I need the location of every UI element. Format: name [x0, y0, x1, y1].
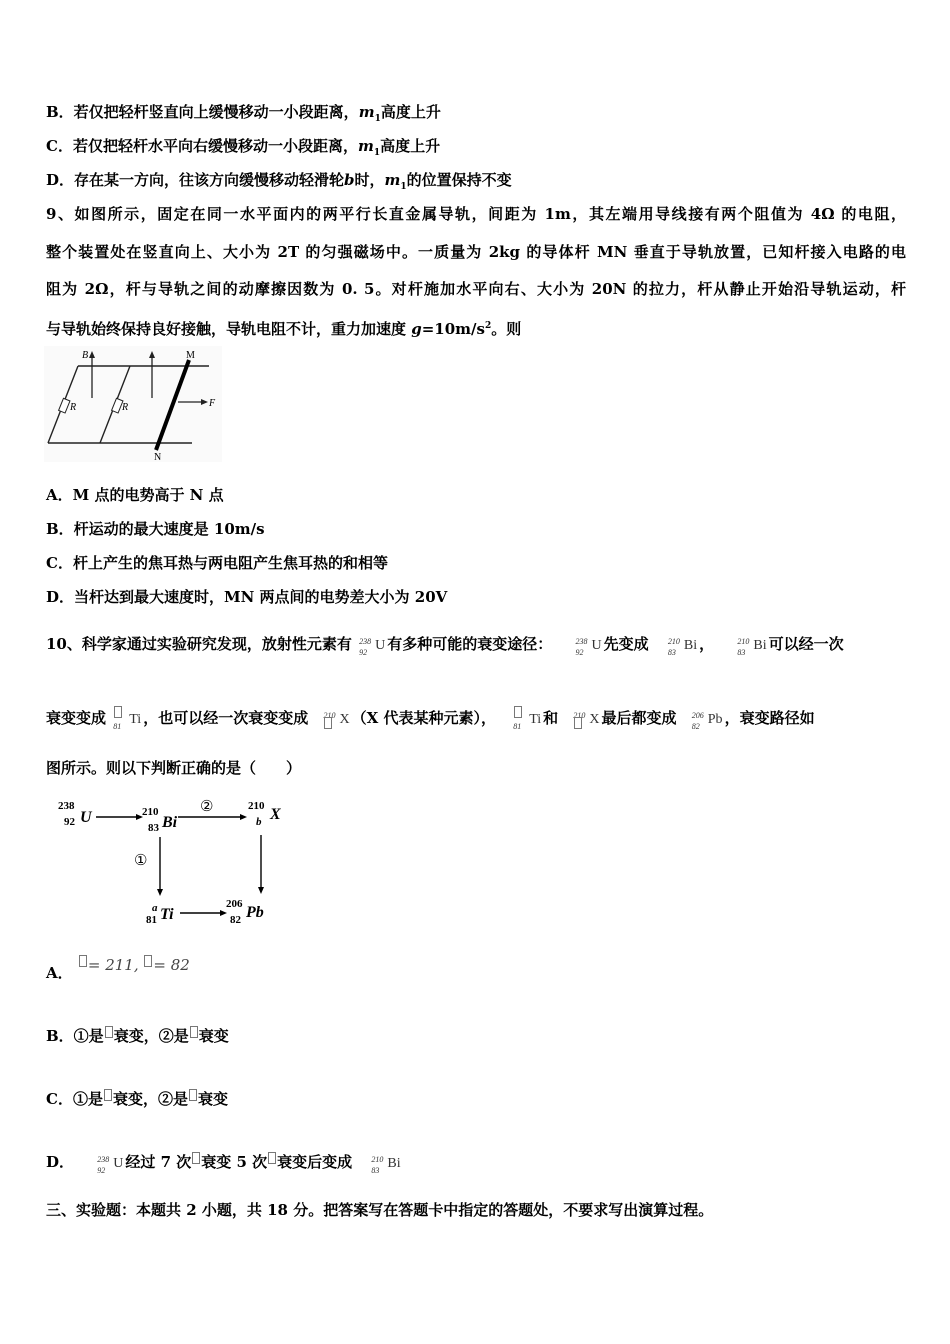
- isotope-u: 238 92 U: [575, 637, 602, 657]
- diagram-bi: Bi: [162, 814, 178, 831]
- q8-option-b: B．若仅把轻杆竖直向上缓慢移动一小段距离，$m_1$高度上升: [46, 103, 441, 124]
- diagram-step1: ①: [134, 853, 148, 869]
- q9-figure-n: N: [154, 452, 162, 462]
- diagram-u-z: 92: [64, 816, 75, 828]
- isotope-ti: 81 Ti: [113, 710, 141, 730]
- q9-text-line2: 整个装置处在竖直向上、大小为 2T 的匀强磁场中。一质量为 2kg 的导体杆 MN 垂直于导轨放置，已知杆接入电路的电: [46, 243, 906, 261]
- isotope-bi: 210 83 Bi: [737, 637, 767, 657]
- q9-option-a: A．M 点的电势高于 N 点: [46, 486, 224, 504]
- diagram-pb: Pb: [246, 904, 264, 921]
- diagram-step2: ②: [200, 799, 214, 815]
- q10-text-line1: 10、科学家通过实验研究发现，放射性元素有 238 92 U 有多种可能的衰变途径： 238 92 U 先变成 210 83 Bi ， 210 83 Bi 可以经一次: [46, 635, 844, 657]
- diagram-ti-mass: a: [152, 902, 158, 914]
- diagram-bi-mass: 210: [142, 806, 159, 818]
- section-three-heading: 三、实验题：本题共 2 小题，共 18 分。把答案写在答题卡中指定的答题处，不要求写出演算过程。: [46, 1201, 714, 1219]
- q9-rail-figure: [44, 346, 222, 462]
- q10-option-b: B．①是 衰变，②是 衰变: [46, 1027, 229, 1045]
- isotope-x: 210 X: [573, 711, 600, 727]
- q9-figure-r1: R: [70, 402, 77, 413]
- q10-option-a: A． = 211, = 82: [46, 956, 190, 982]
- isotope-u: 238 92 U: [97, 1155, 124, 1175]
- diagram-pb-mass: 206: [226, 898, 243, 910]
- q9-text-line4: 与导轨始终保持良好接触，导轨电阻不计，重力加速度 $g=10m/s^2$。则: [46, 320, 522, 338]
- diagram-ti: Ti: [160, 906, 174, 923]
- q9-option-c: C．杆上产生的焦耳热与两电阻产生焦耳热的和相等: [46, 554, 388, 572]
- q9-figure-b: B: [82, 350, 89, 361]
- diagram-x-mass: 210: [248, 800, 265, 812]
- q9-figure-m: M: [186, 350, 195, 361]
- diagram-x-z: b: [256, 816, 262, 828]
- isotope-pb: 206 82 Pb: [691, 711, 723, 731]
- isotope-bi: 210 83 Bi: [371, 1155, 401, 1175]
- q8-option-d: D．存在某一方向，往该方向缓慢移动轻滑轮b时，$m_1$的位置保持不变: [46, 171, 512, 192]
- diagram-pb-z: 82: [230, 914, 241, 926]
- isotope-ti: 81 Ti: [513, 710, 541, 730]
- q10-option-d: D． 238 92 U 经过 7 次 衰变 5 次 衰变后变成 210 83 Bi: [46, 1153, 401, 1175]
- q10-text-line3: 图所示。则以下判断正确的是（ ）: [46, 759, 302, 777]
- diagram-x: X: [270, 806, 281, 823]
- q9-option-d: D．当杆达到最大速度时，MN 两点间的电势差大小为 20V: [46, 588, 448, 606]
- q9-figure-r2: R: [122, 402, 129, 413]
- isotope-x: 210 X: [323, 711, 350, 727]
- q8-option-c: C．若仅把轻杆水平向右缓慢移动一小段距离，$m_1$高度上升: [46, 137, 441, 158]
- diagram-u-mass: 238: [58, 800, 75, 812]
- isotope-bi: 210 83 Bi: [667, 637, 698, 657]
- q9-option-b: B．杆运动的最大速度是 10m/s: [46, 520, 265, 538]
- q9-text-line1: 9、如图所示，固定在同一水平面内的两平行长直金属导轨，间距为 1m，其左端用导线接有两个阻值为 4Ω 的电阻，: [46, 205, 906, 223]
- diagram-bi-z: 83: [148, 822, 159, 834]
- decay-path-diagram: [54, 795, 294, 930]
- q9-figure-f: F: [209, 398, 216, 409]
- q10-option-c: C．①是 衰变，②是 衰变: [46, 1090, 228, 1108]
- diagram-u: U: [80, 809, 92, 826]
- q10-text-line2: 衰变变成 81 Ti ，也可以经一次衰变变成 210 X （X 代表某种元素）， 81 Ti 和 210 X 最后都变成 206 82 Pb ，衰变路径如: [46, 708, 906, 730]
- diagram-ti-z: 81: [146, 914, 157, 926]
- q9-text-line3: 阻为 2Ω，杆与导轨之间的动摩擦因数为 0. 5。对杆施加水平向右、大小为 20N 的拉力，杆从静止开始沿导轨运动，杆: [46, 280, 906, 298]
- isotope-u: 238 92 U: [359, 637, 386, 657]
